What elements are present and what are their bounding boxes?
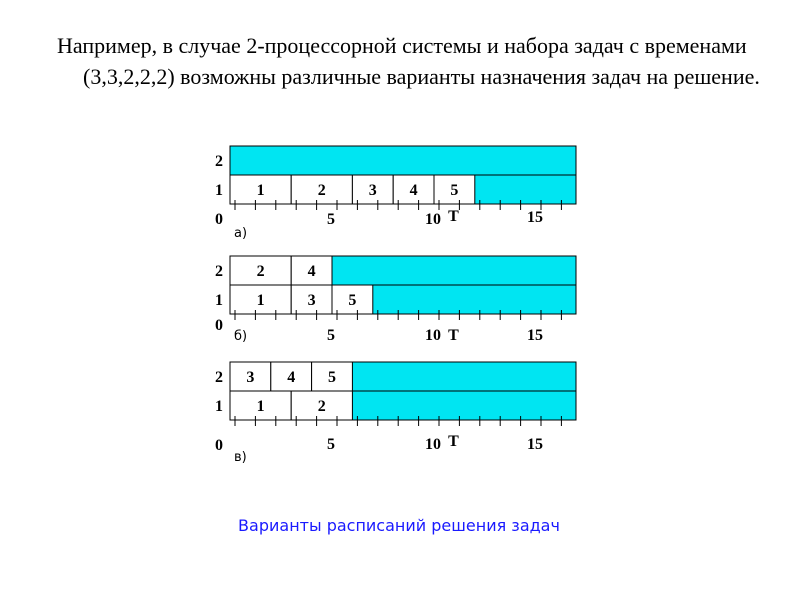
axis-origin-label: 0 xyxy=(215,437,223,454)
processor-label: 1 xyxy=(215,182,223,199)
task-label: 3 xyxy=(307,292,316,309)
task-label: 5 xyxy=(328,369,336,386)
task-label: 1 xyxy=(256,398,265,415)
task-label: 3 xyxy=(368,182,377,199)
task-label: 5 xyxy=(348,292,357,309)
processor-label: 1 xyxy=(215,398,223,415)
task-label: 4 xyxy=(307,263,316,280)
processor-label: 2 xyxy=(215,369,223,386)
schedule-caption: а) xyxy=(234,226,248,241)
task-label: 3 xyxy=(246,369,255,386)
task-label: 4 xyxy=(287,369,296,386)
axis-tick-label: T xyxy=(448,327,459,344)
idle-bar xyxy=(230,146,576,175)
task-label: 1 xyxy=(256,182,265,199)
task-label: 2 xyxy=(256,263,265,280)
axis-tick-label: 15 xyxy=(527,436,543,453)
axis-tick-label: 5 xyxy=(327,211,335,228)
axis-tick-label: 15 xyxy=(527,209,543,226)
figure-caption: Варианты расписаний решения задач xyxy=(238,516,560,535)
processor-label: 1 xyxy=(215,292,223,309)
axis-tick-label: T xyxy=(448,433,459,450)
axis-tick-label: 10 xyxy=(425,327,441,344)
task-label: 2 xyxy=(317,182,326,199)
axis-tick-label: 10 xyxy=(425,436,441,453)
axis-tick-label: 10 xyxy=(425,211,441,228)
processor-label: 2 xyxy=(215,263,223,280)
axis-origin-label: 0 xyxy=(215,211,223,228)
intro-paragraph: Например, в случае 2-процессорной системы и набора задач с временами (3,3,2,2,2) возможны различные варианты назначения задач на решение. xyxy=(57,33,760,89)
axis-tick-label: 15 xyxy=(527,327,543,344)
axis-origin-label: 0 xyxy=(215,317,223,334)
task-label: 2 xyxy=(317,398,326,415)
axis-tick-label: 5 xyxy=(327,436,335,453)
schedule-caption: в) xyxy=(234,450,247,465)
axis-tick-label: 5 xyxy=(327,327,335,344)
task-label: 4 xyxy=(409,182,418,199)
task-label: 5 xyxy=(450,182,459,199)
schedule-caption: б) xyxy=(234,329,248,344)
task-label: 1 xyxy=(256,292,265,309)
processor-label: 2 xyxy=(215,153,223,170)
axis-tick-label: T xyxy=(448,208,459,225)
